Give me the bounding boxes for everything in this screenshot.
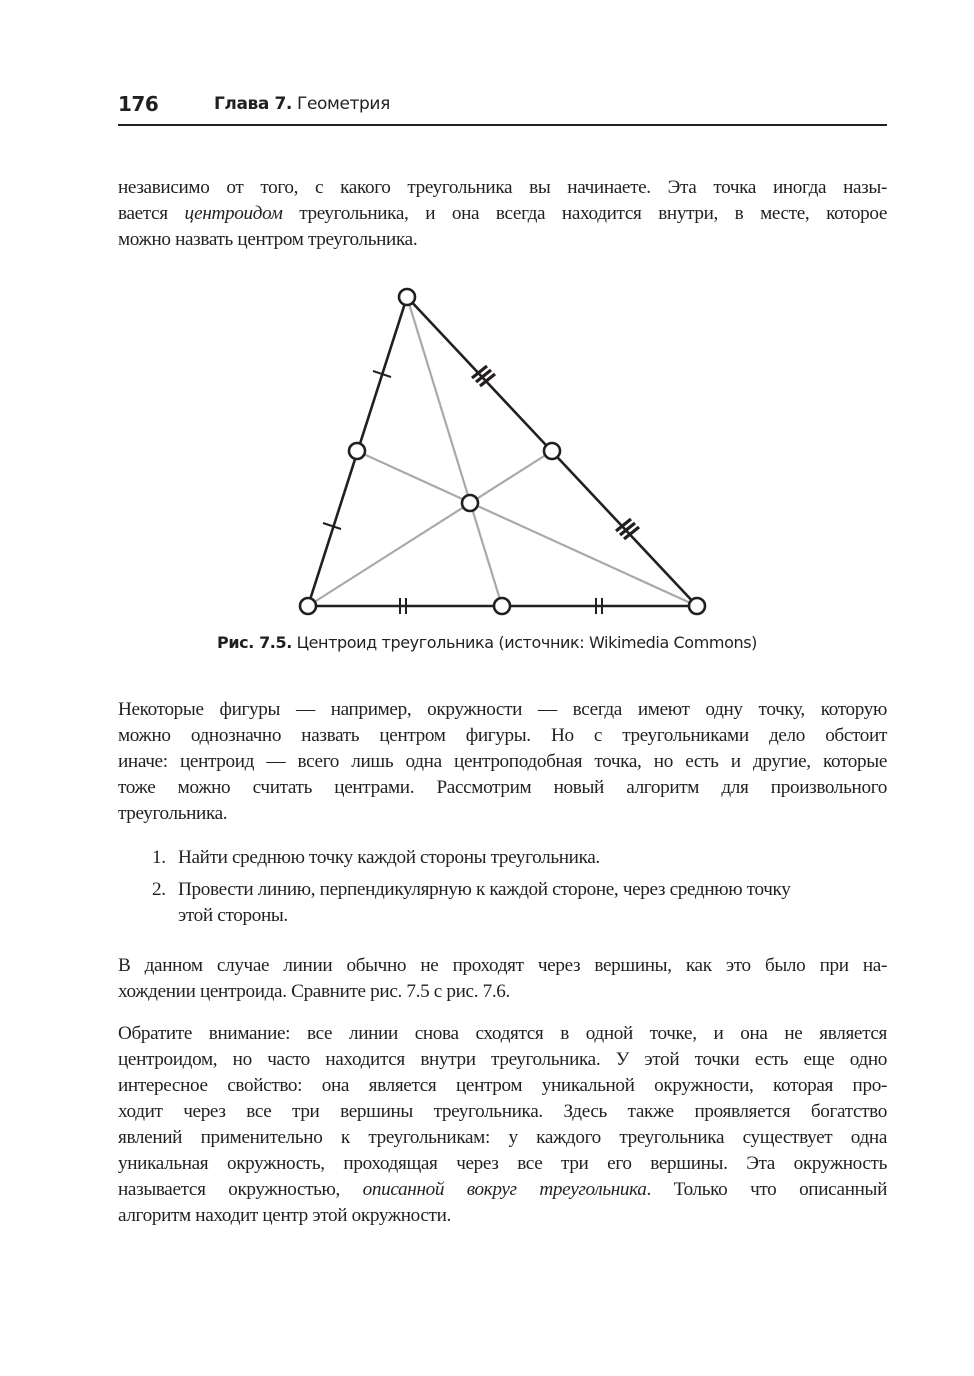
- median-left: [308, 451, 552, 606]
- text-line: уникальная окружность, проходящая через все три его вершины. Эта окружность: [118, 1153, 887, 1174]
- text-line: этой стороны.: [178, 905, 288, 926]
- text-line: хождении центроида. Сравните рис. 7.5 с рис. 7.6.: [118, 981, 510, 1002]
- text-line: ходит через все три вершины треугольника. Здесь также проявляется богатство: [118, 1101, 887, 1122]
- list-number: 1.: [152, 847, 166, 868]
- median-right: [357, 451, 697, 606]
- text-run: . Только что описанный: [646, 1179, 888, 1200]
- algorithm-steps: [152, 845, 887, 935]
- text-run: треугольника, и она всегда находится внутри, в месте, которое: [282, 203, 887, 224]
- text-run: вается: [118, 203, 185, 224]
- paragraph-2: [118, 697, 887, 827]
- text-line: [118, 1177, 887, 1203]
- chapter-name: Геометрия: [297, 94, 390, 114]
- text-line: явлений применительно к треугольникам: у каждого треугольника существует одна: [118, 1127, 887, 1148]
- caption-label: Рис. 7.5.: [217, 633, 292, 652]
- text-line: [118, 201, 887, 227]
- vertex-top: [399, 289, 415, 305]
- triangle-sides: [308, 297, 697, 606]
- text-line: центроидом, но часто находится внутри треугольника. У этой точки есть еще одно: [118, 1049, 887, 1070]
- text-line: Найти среднюю точку каждой стороны треугольника.: [178, 847, 600, 868]
- medians: [308, 297, 697, 606]
- vertex-bottom-left: [300, 598, 316, 614]
- text-line: можно однозначно назвать центром фигуры. Но с треугольниками дело обстоит: [118, 725, 887, 746]
- paragraph-3: [118, 953, 887, 1005]
- points: [300, 289, 705, 614]
- text-line: независимо от того, с какого треугольника вы начинаете. Эта точка иногда назы-: [118, 177, 887, 198]
- midpoint-bottom: [494, 598, 510, 614]
- vertex-bottom-right: [689, 598, 705, 614]
- text-line: тоже можно считать центрами. Рассмотрим новый алгоритм для произвольного: [118, 777, 887, 798]
- midpoint-right: [544, 443, 560, 459]
- tick-marks: [323, 371, 602, 614]
- text-line: Провести линию, перпендикулярную к каждой стороне, через среднюю точку: [178, 879, 791, 900]
- text-line: треугольника.: [118, 803, 228, 824]
- text-line: Некоторые фигуры — например, окружности — всегда имеют одну точку, которую: [118, 699, 887, 720]
- emphasis-centroid: центроидом: [184, 203, 283, 224]
- paragraph-4: [118, 1021, 887, 1229]
- text-line: интересное свойство: она является центром уникальной окружности, которая про-: [118, 1075, 887, 1096]
- text-line: В данном случае линии обычно не проходят через вершины, как это было при на-: [118, 955, 887, 976]
- text-line: Обратите внимание: все линии снова сходятся в одной точке, и она не является: [118, 1023, 887, 1044]
- text-line: иначе: центроид — всего лишь одна центроподобная точка, но есть и другие, которые: [118, 751, 887, 772]
- text-run: называется окружностью,: [118, 1179, 363, 1200]
- text-line: алгоритм находит центр этой окружности.: [118, 1205, 451, 1226]
- running-header: [118, 92, 887, 126]
- chapter-title: [214, 94, 390, 114]
- figure-caption: [0, 633, 974, 652]
- emphasis-circumscribed: описанной вокруг треугольника: [362, 1179, 647, 1200]
- centroid-diagram: [290, 280, 720, 625]
- list-item: [152, 845, 887, 871]
- paragraph-1: [118, 175, 887, 253]
- midpoint-left: [349, 443, 365, 459]
- page-number: 176: [118, 92, 159, 116]
- median-top: [407, 297, 502, 606]
- centroid-point: [462, 495, 478, 511]
- caption-text: Центроид треугольника (источник: Wikimedia Commons): [291, 633, 757, 652]
- text-line: можно назвать центром треугольника.: [118, 229, 418, 250]
- chapter-label: Глава 7.: [214, 94, 292, 114]
- list-number: 2.: [152, 879, 166, 900]
- list-item: [152, 877, 887, 929]
